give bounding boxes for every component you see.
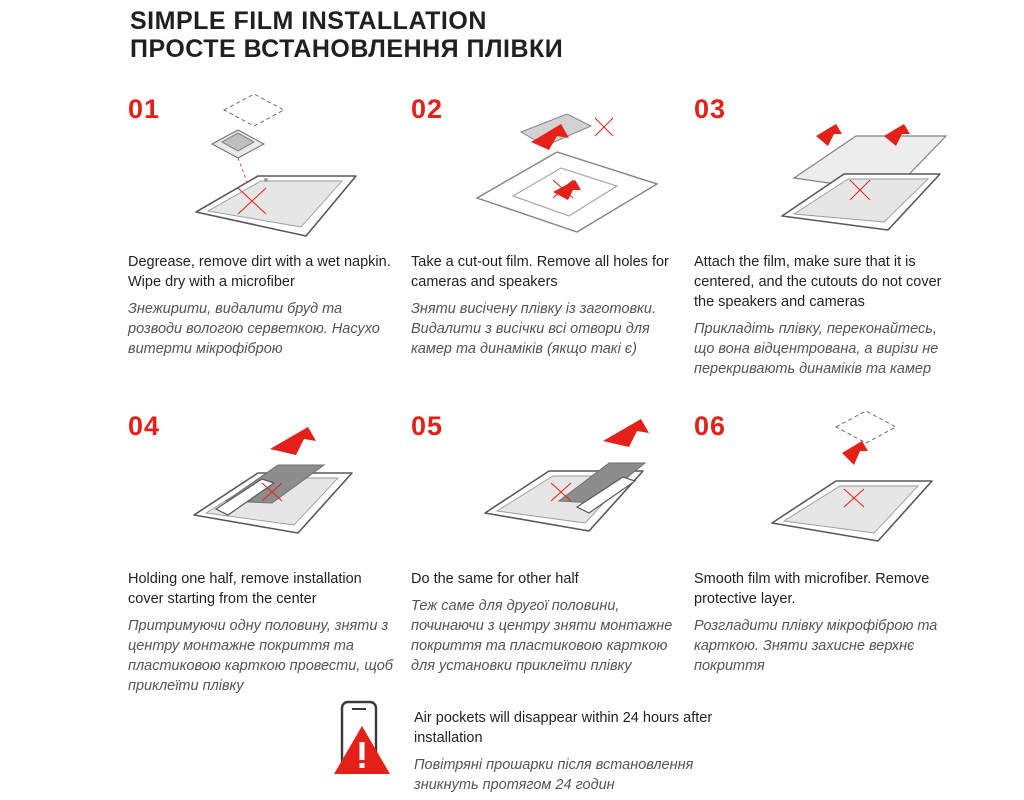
steps-grid [0,80,1024,696]
step-number: 03 [694,94,727,124]
step-illustration-06 [732,397,959,567]
step-number: 02 [411,94,444,124]
footer-text-en: Air pockets will disappear within 24 hours after installation [414,710,713,746]
step-illustration-01 [166,80,393,250]
step-text-uk: Знежирити, видалити бруд та розводи вологою серветкою. Насухо витерти мікрофіброю [128,301,380,357]
step-card-06 [694,397,959,696]
step-text-en: Attach the film, make sure that it is centered, and the cutouts do not cover the speakers and cameras [694,254,942,310]
step-illustration-03 [732,80,959,250]
step-caption-02 [411,252,676,359]
step-text-uk: Теж саме для другої половини, починаючи з центру зняти монтажне покриття та пластиковою карткою для установки приклеїти плівку [411,598,673,674]
steps-row-2 [0,397,1024,696]
step-text-en: Smooth film with microfiber. Remove protective layer. [694,571,930,607]
step-illustration-05 [449,397,676,567]
step-caption-04 [128,569,393,696]
step-number: 06 [694,411,727,441]
step-card-04 [128,397,393,696]
step-number: 01 [128,94,161,124]
step-number: 04 [128,411,161,441]
step-caption-01 [128,252,393,359]
warning-phone-icon [310,700,400,778]
step-card-02 [411,80,676,379]
page-title-uk: ПРОСТЕ ВСТАНОВЛЕННЯ ПЛІВКИ [130,35,564,64]
footer-note [0,700,1024,795]
step-text-en: Do the same for other half [411,571,579,587]
step-card-05 [411,397,676,696]
steps-row-1 [0,80,1024,379]
step-illustration-04 [166,397,393,567]
step-caption-06 [694,569,959,676]
step-text-en: Degrease, remove dirt with a wet napkin. Wipe dry with a microfiber [128,254,391,290]
step-card-03 [694,80,959,379]
step-text-uk: Розгладити плівку мікрофіброю та карткою. Зняти захисне верхнє покриття [694,618,938,674]
step-card-01 [128,80,393,379]
step-text-en: Holding one half, remove installation cover starting from the center [128,571,362,607]
step-caption-05 [411,569,676,676]
step-text-uk: Притримуючи одну половину, зняти з центру монтажне покриття та пластиковою карткою провести, щоб приклеїти плівку [128,618,393,694]
step-number: 05 [411,411,444,441]
page-title-en: SIMPLE FILM INSTALLATION [130,7,487,35]
footer-text-uk: Повітряні прошарки після встановлення зникнуть протягом 24 годин [414,757,694,793]
step-caption-03 [694,252,959,379]
step-text-uk: Зняти висічену плівку із заготовки. Видалити з висічки всі отвори для камер та динаміків (якщо такі є) [411,301,656,357]
step-text-uk: Прикладіть плівку, переконайтесь, що вона відцентрована, а вирізи не перекривають динаміків та камер [694,321,939,377]
page-header [130,8,563,64]
step-illustration-02 [449,80,676,250]
step-text-en: Take a cut-out film. Remove all holes for cameras and speakers [411,254,669,290]
